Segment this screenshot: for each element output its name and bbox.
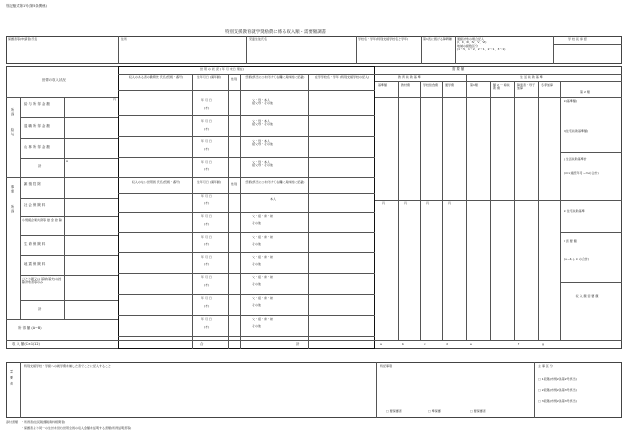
row-total-income: 収 入 額(C×1/12)	[12, 342, 40, 346]
yen-mark-3: 円	[404, 201, 408, 205]
relation-6: 父・祖・弟・妹 その他	[252, 214, 274, 225]
birth-date-11: 年 月 日	[201, 317, 212, 321]
birth-date-3: 年 月 日	[201, 139, 212, 143]
birth-date-5: 年 月 日	[201, 194, 212, 198]
sum-label-2: 計	[296, 342, 300, 346]
row-forest-income: 山 林 所 得 金 額	[24, 145, 50, 149]
yen-mark: 円	[113, 97, 117, 101]
relation-7: 父・祖・弟・妹 その他	[252, 235, 274, 246]
relation-10: 父・祖・弟・妹 その他	[252, 296, 274, 307]
life-col-2: 額 2 一 時扶 助 費	[493, 83, 510, 91]
right-option-2[interactable]: □ 2段階(市規2条第3号該当)	[538, 388, 577, 392]
notes-remark-label: 特別支援学校・学級への就学費を補した者でことに記入すること	[24, 364, 112, 368]
col-birth-header-2: 生年月日 (満年齢)	[196, 180, 222, 184]
family-header: 世 帯 の 状 況 ( 年 月 末日 現在)	[200, 67, 244, 71]
edu-col-materials: 教材費	[401, 83, 411, 87]
relation-2: 父・母・本人 祖父母・その他	[252, 119, 274, 127]
demand-header: 需 要 額	[452, 67, 465, 71]
col-relation-header-2: 続柄(該当に○を付けて右欄に具体的に記載)	[245, 180, 305, 184]
row-salary-income: 給 与 所 得 金 額	[24, 102, 50, 106]
student-name-label: 児童生徒氏名	[249, 37, 268, 41]
notes-section	[6, 362, 622, 418]
right-item-ratio: 収 入 額 需 要 額	[575, 294, 599, 298]
right-item-l: l(住宅扶助基準額)	[564, 129, 589, 133]
mark-b: b	[402, 342, 404, 346]
notes-side-label: 特記事項	[380, 364, 393, 368]
form-id: 別記様式第1号(第5条関係)	[6, 4, 47, 8]
life-col-1: 第1類	[470, 83, 478, 87]
family-block	[118, 66, 375, 349]
check-quasi[interactable]: □ 準保護	[428, 409, 441, 413]
relation-4: 父・母・本人 祖父母・その他	[252, 160, 274, 168]
col-birth-header: 生年月日 (満年齢)	[196, 75, 222, 79]
mark-a2: a	[380, 342, 382, 346]
col-sex-header: 性別	[230, 77, 237, 81]
age-7: (才)	[204, 242, 210, 246]
sum-label: 合	[200, 342, 204, 346]
school-grade-label: 学校名・学年(特別支援学校名と学年)	[358, 37, 409, 41]
vertical-label-income: 所得	[9, 108, 14, 117]
row-retirement-income: 退 職 所 得 金 額	[24, 124, 50, 128]
birth-date-9: 年 月 日	[201, 275, 212, 279]
check-guardian[interactable]: □ 要保護者	[386, 409, 402, 413]
edu-standard-header: 教 育 扶 助 基 準	[398, 75, 421, 79]
mark-e: e	[470, 342, 472, 346]
birth-date-4: 年 月 日	[201, 160, 212, 164]
age-4: (才)	[204, 167, 210, 171]
mark-c: c	[424, 342, 426, 346]
right-item-k: k(基準額)	[564, 99, 578, 103]
age-11: (才)	[204, 325, 210, 329]
age-2: (才)	[204, 127, 210, 131]
birth-date-8: 年 月 日	[201, 255, 212, 259]
birth-date-6: 年 月 日	[201, 214, 212, 218]
life-col-5: 第 2 類	[580, 90, 590, 94]
row-social-insurance: 社 会 保 険 料	[24, 203, 46, 207]
age-10: (才)	[204, 304, 210, 308]
birth-date-7: 年 月 日	[201, 235, 212, 239]
vertical-label-salary: 給与	[9, 128, 14, 137]
edu-col-lunch: 学校給食費	[423, 83, 439, 87]
mark-d: d	[446, 342, 448, 346]
age-9: (才)	[204, 283, 210, 287]
relation-1: 父・母・本人 祖父母・その他	[252, 98, 274, 106]
row-small-business-mutual: 小規模企業共済等 掛 金 控 除	[22, 218, 62, 222]
right-item-j: j 生活扶助基準計	[564, 157, 587, 161]
row-single-parent: ひとり親又は 寡婦(寡夫)の控 除対象者等のみ	[22, 277, 62, 285]
age-3: (才)	[204, 147, 210, 151]
footer-line-1: 添付書類 ・所得者(住民税課税資料相関者)	[6, 420, 66, 424]
right-item-housing: k 住宅扶助基準	[564, 209, 585, 213]
right-option-1[interactable]: □ 1段階(市規2条第2号該当)	[538, 377, 577, 381]
right-option-3[interactable]: □ 3段階(市規2条第3号該当)	[538, 399, 577, 403]
col-sex-header-2: 性別	[230, 182, 237, 186]
life-standard-header: 生 活 扶 助 基 準	[520, 75, 543, 79]
row-deduction-total: 計	[38, 307, 42, 311]
relation-3: 父・母・本人 祖父母・その他	[252, 139, 274, 147]
age-5: (才)	[204, 201, 210, 205]
right-item-m: (m×連続年月ーmの合計)	[564, 171, 599, 175]
edu-col-commute: 通学費	[445, 83, 455, 87]
age-1: (才)	[204, 106, 210, 110]
relation-8: 父・祖・弟・妹 その他	[252, 255, 274, 266]
yen-mark-5: 円	[448, 201, 452, 205]
support-class-label: 通級対象の場合記入 (Ⅰ、Ⅱ、Ⅲ、Ⅳ、Ⅴ、Ⅵ) 地域の級数区分 (1〜5、1〜2、2〜1、2〜1、3〜1)	[457, 37, 506, 52]
right-title: 主 事 区 分	[538, 364, 553, 368]
row-income-amount: 所 得 額 (A−B)	[18, 326, 42, 330]
mark-a: A	[66, 159, 69, 163]
mark-f: f	[518, 342, 520, 346]
row-income-total: 計	[38, 164, 42, 168]
age-8: (才)	[204, 262, 210, 266]
mark-g: g	[542, 342, 544, 346]
guardian-name-label: 保護者等(申請者)氏名	[8, 37, 38, 41]
relation-5: 本人	[270, 197, 277, 201]
row-life-insurance: 生 命 保 険 料	[24, 242, 46, 246]
footer-line-2: ・保護者より同一の生計を営む世帯全員の収入金額を証明する書類(所得証明書等)	[6, 426, 132, 430]
document-title: 特別支援教育就学奨励費に係る収入額・需要額調書	[225, 30, 326, 35]
age-6: (才)	[204, 222, 210, 226]
address-label: 住所	[121, 37, 128, 41]
birth-date-2: 年 月 日	[201, 119, 212, 123]
vertical-label-business: 事業	[9, 185, 14, 194]
deduction-header: 収入のない世帯員 氏名(続柄・番号)	[131, 180, 181, 184]
income-section-title: 世帯の収入状況	[42, 78, 66, 82]
row-earthquake-insurance: 地 震 保 険 料	[24, 262, 46, 266]
vertical-label-income2: 所得	[9, 205, 14, 214]
check-guardian-2[interactable]: □ 要保護者	[470, 409, 486, 413]
row-casualty-loss: 雑 損 控 除	[24, 182, 41, 186]
yen-mark-4: 円	[426, 201, 430, 205]
edu-col-base: 基準額	[378, 83, 388, 87]
col-relation-header: 続柄(該当に○を付けて右欄に具体的に記載)	[245, 75, 305, 79]
col-school-header: 在学学校名・学年 (特別支援学校の記入)	[314, 75, 370, 79]
right-item-sum: (u−4, j, k の合計)	[564, 257, 590, 261]
birth-date-10: 年 月 日	[201, 296, 212, 300]
life-col-3: 障害者・母子加算	[517, 83, 536, 91]
school-use-label: 学 校 長 承 認	[568, 37, 587, 41]
disability-label: 第1表に掲げる障碍種	[423, 37, 452, 41]
life-col-4: 冬季加算	[541, 83, 554, 87]
yen-mark-2: 円	[382, 201, 386, 205]
col-name-header: 収入のある者の勤務先 氏名(続柄・番号)	[128, 75, 184, 79]
notes-side-vertical: 需 要 者	[9, 370, 14, 386]
right-item-demand: l 需 要 額	[564, 239, 577, 243]
birth-date-1: 年 月 日	[201, 98, 212, 102]
relation-9: 父・祖・弟・妹 その他	[252, 275, 274, 286]
relation-11: 父・祖・弟・妹 その他	[252, 317, 274, 328]
